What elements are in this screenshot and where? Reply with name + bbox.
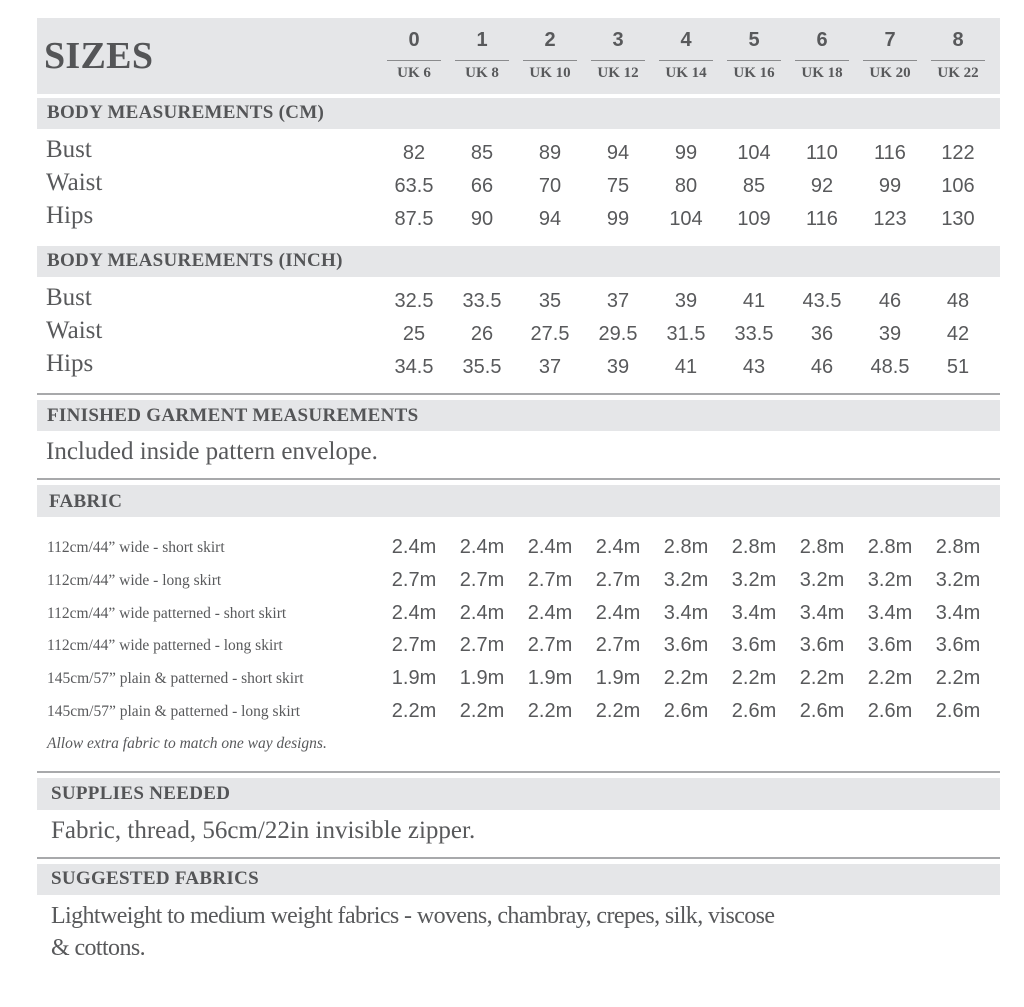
fabric-note: Allow extra fabric to match one way designs. xyxy=(47,735,327,752)
measurement-value: 122 xyxy=(941,142,975,164)
measurement-value: 99 xyxy=(674,142,698,164)
size-uk-label: UK 6 xyxy=(397,65,431,81)
measurement-value: 80 xyxy=(674,175,698,197)
measurement-value: 130 xyxy=(941,208,975,230)
fabric-amount: 3.4m xyxy=(935,601,981,624)
fabric-row-label: 112cm/44” wide - long skirt xyxy=(47,571,222,589)
size-number: 3 xyxy=(612,29,624,51)
measurement-value: 46 xyxy=(878,290,902,312)
fabric-amount: 2.8m xyxy=(867,536,913,558)
section-title: BODY MEASUREMENTS (CM) xyxy=(47,102,325,123)
size-underline xyxy=(727,60,781,61)
size-uk-label: UK 12 xyxy=(597,65,639,81)
fabric-amount: 3.6m xyxy=(935,634,981,657)
fabric-amount: 3.4m xyxy=(663,601,709,624)
fabric-amount: 2.6m xyxy=(935,700,981,722)
measurement-value: 104 xyxy=(669,208,703,230)
measurement-label: Bust xyxy=(46,136,92,163)
size-number: 5 xyxy=(748,29,760,51)
size-underline xyxy=(931,60,985,61)
measurement-value: 123 xyxy=(873,208,907,230)
fabric-amount: 2.4m xyxy=(527,536,573,558)
measurement-value: 33.5 xyxy=(734,323,774,345)
size-number: 0 xyxy=(408,29,420,51)
section-header-fabric xyxy=(37,485,1000,517)
fabric-amount: 2.2m xyxy=(527,700,573,722)
fabric-amount: 2.2m xyxy=(799,667,845,690)
fabric-amount: 2.4m xyxy=(391,536,437,558)
fabric-amount: 2.4m xyxy=(459,601,505,624)
measurement-value: 85 xyxy=(742,175,766,197)
size-number: 8 xyxy=(952,29,964,51)
measurement-value: 41 xyxy=(742,290,766,312)
fabric-row-label: 112cm/44” wide - short skirt xyxy=(47,539,225,556)
measurement-value: 25 xyxy=(402,323,426,345)
size-number: 1 xyxy=(476,29,488,51)
fabric-amount: 2.6m xyxy=(867,700,913,722)
fabric-amount: 2.6m xyxy=(799,700,845,722)
measurement-value: 106 xyxy=(941,175,975,197)
size-uk-label: UK 10 xyxy=(529,65,571,81)
suggested-text-line1: Lightweight to medium weight fabrics - wovens, chambray, crepes, silk, viscose xyxy=(51,903,775,929)
fabric-amount: 2.2m xyxy=(867,667,913,690)
fabric-amount: 1.9m xyxy=(459,667,505,690)
fabric-amount: 2.8m xyxy=(935,536,981,558)
measurement-value: 116 xyxy=(874,142,906,164)
measurement-value: 36 xyxy=(810,323,834,345)
fabric-amount: 2.2m xyxy=(459,700,505,722)
section-header-finished xyxy=(37,400,1000,431)
section-title: FINISHED GARMENT MEASUREMENTS xyxy=(47,405,419,426)
size-underline xyxy=(591,60,645,61)
fabric-amount: 2.7m xyxy=(595,568,641,591)
measurement-label: Waist xyxy=(46,317,103,344)
fabric-amount: 2.7m xyxy=(391,568,437,591)
finished-text: Included inside pattern envelope. xyxy=(46,438,378,465)
fabric-amount: 2.4m xyxy=(391,601,437,624)
measurement-value: 37 xyxy=(606,290,630,312)
fabric-amount: 1.9m xyxy=(595,667,641,690)
fabric-amount: 3.6m xyxy=(867,634,913,657)
size-number: 7 xyxy=(884,29,896,51)
measurement-value: 39 xyxy=(606,356,630,378)
measurement-label: Waist xyxy=(46,169,103,196)
measurement-value: 35 xyxy=(538,290,562,312)
fabric-amount: 3.2m xyxy=(867,568,913,591)
fabric-amount: 3.2m xyxy=(663,568,709,591)
measurement-value: 39 xyxy=(674,290,698,312)
fabric-amount: 2.8m xyxy=(799,536,845,558)
size-uk-label: UK 22 xyxy=(937,65,979,81)
sizes-title: SIZES xyxy=(44,35,154,77)
size-uk-label: UK 16 xyxy=(733,65,775,81)
fabric-amount: 3.4m xyxy=(731,601,777,624)
fabric-amount: 2.8m xyxy=(663,536,709,558)
measurement-value: 99 xyxy=(606,208,630,230)
section-title: FABRIC xyxy=(49,491,123,512)
fabric-amount: 3.2m xyxy=(731,568,777,591)
measurement-value: 35.5 xyxy=(462,356,502,378)
fabric-amount: 2.8m xyxy=(731,536,777,558)
measurement-value: 90 xyxy=(470,208,494,230)
fabric-row-label: 145cm/57” plain & patterned - short skirt xyxy=(47,670,304,688)
fabric-row-label: 145cm/57” plain & patterned - long skirt xyxy=(47,703,301,720)
fabric-amount: 3.4m xyxy=(799,601,845,624)
fabric-amount: 2.4m xyxy=(527,601,573,624)
fabric-amount: 2.7m xyxy=(527,568,573,591)
measurement-label: Hips xyxy=(46,202,94,229)
measurement-value: 104 xyxy=(737,142,771,164)
measurement-value: 70 xyxy=(538,175,562,197)
measurement-value: 46 xyxy=(810,356,834,378)
fabric-amount: 3.6m xyxy=(731,634,777,657)
measurement-value: 43 xyxy=(742,356,766,378)
measurement-value: 31.5 xyxy=(666,323,706,345)
fabric-amount: 1.9m xyxy=(391,667,437,690)
size-number: 6 xyxy=(816,29,828,51)
section-title: SUPPLIES NEEDED xyxy=(51,783,231,804)
divider xyxy=(37,478,1000,480)
measurement-value: 110 xyxy=(806,142,838,164)
measurement-value: 94 xyxy=(606,142,630,164)
fabric-amount: 2.6m xyxy=(731,700,777,722)
measurement-value: 43.5 xyxy=(802,290,842,312)
suggested-text-line2: & cottons. xyxy=(51,935,145,961)
measurement-value: 48.5 xyxy=(870,356,910,378)
measurement-value: 37 xyxy=(538,356,562,378)
measurement-value: 51 xyxy=(946,356,970,378)
fabric-amount: 2.2m xyxy=(935,667,981,690)
measurement-label: Bust xyxy=(46,284,92,311)
fabric-row-label: 112cm/44” wide patterned - short skirt xyxy=(47,604,287,622)
size-underline xyxy=(523,60,577,61)
size-underline xyxy=(795,60,849,61)
measurement-value: 32.5 xyxy=(394,290,434,312)
size-underline xyxy=(659,60,713,61)
measurement-value: 109 xyxy=(737,208,771,230)
fabric-amount: 2.7m xyxy=(459,568,505,591)
fabric-amount: 2.2m xyxy=(391,700,437,722)
measurement-value: 92 xyxy=(810,175,834,197)
section-header-suggested xyxy=(37,864,1000,895)
fabric-amount: 2.7m xyxy=(459,634,505,657)
measurement-value: 48 xyxy=(946,290,970,312)
section-header-body-cm xyxy=(37,98,1000,129)
section-title: BODY MEASUREMENTS (INCH) xyxy=(47,250,343,271)
measurement-value: 75 xyxy=(606,175,630,197)
fabric-amount: 3.2m xyxy=(935,568,981,591)
size-underline xyxy=(863,60,917,61)
fabric-amount: 3.6m xyxy=(799,634,845,657)
measurement-value: 63.5 xyxy=(394,175,434,197)
measurement-value: 39 xyxy=(878,323,902,345)
measurement-value: 89 xyxy=(538,142,562,164)
size-uk-label: UK 18 xyxy=(801,65,843,81)
measurement-value: 94 xyxy=(538,208,562,230)
fabric-row-label: 112cm/44” wide patterned - long skirt xyxy=(47,637,283,655)
size-number: 4 xyxy=(680,29,692,51)
measurement-value: 82 xyxy=(402,142,426,164)
size-underline xyxy=(387,60,441,61)
measurement-value: 66 xyxy=(470,175,494,197)
measurement-value: 99 xyxy=(878,175,902,197)
section-title: SUGGESTED FABRICS xyxy=(51,868,259,889)
fabric-amount: 2.7m xyxy=(527,634,573,657)
section-header-supplies xyxy=(37,778,1000,810)
size-uk-label: UK 8 xyxy=(465,65,499,81)
fabric-amount: 2.2m xyxy=(663,667,709,690)
fabric-amount: 2.6m xyxy=(663,700,709,722)
divider xyxy=(37,393,1000,395)
fabric-amount: 2.4m xyxy=(595,601,641,624)
fabric-amount: 2.2m xyxy=(595,700,641,722)
measurement-value: 33.5 xyxy=(462,290,502,312)
fabric-amount: 3.4m xyxy=(867,601,913,624)
measurement-label: Hips xyxy=(46,350,94,377)
measurement-value: 27.5 xyxy=(530,323,570,345)
fabric-amount: 2.4m xyxy=(459,536,505,558)
measurement-value: 42 xyxy=(946,323,970,345)
size-underline xyxy=(455,60,509,61)
section-header-body-inch xyxy=(37,246,1000,277)
measurement-value: 41 xyxy=(674,356,698,378)
fabric-amount: 2.4m xyxy=(595,536,641,558)
measurement-value: 116 xyxy=(806,208,838,230)
size-uk-label: UK 14 xyxy=(665,65,707,81)
fabric-amount: 2.7m xyxy=(391,634,437,657)
measurement-value: 87.5 xyxy=(394,208,434,230)
fabric-amount: 2.7m xyxy=(595,634,641,657)
measurement-value: 34.5 xyxy=(394,356,434,378)
size-number: 2 xyxy=(544,29,556,51)
supplies-text: Fabric, thread, 56cm/22in invisible zipper. xyxy=(51,817,476,844)
fabric-amount: 3.6m xyxy=(663,634,709,657)
divider xyxy=(37,857,1000,859)
measurement-value: 85 xyxy=(470,142,494,164)
fabric-amount: 1.9m xyxy=(527,667,573,690)
divider xyxy=(37,771,1000,773)
measurement-value: 29.5 xyxy=(598,323,638,345)
fabric-amount: 2.2m xyxy=(731,667,777,690)
measurement-value: 26 xyxy=(470,323,494,345)
fabric-amount: 3.2m xyxy=(799,568,845,591)
size-uk-label: UK 20 xyxy=(869,65,911,81)
